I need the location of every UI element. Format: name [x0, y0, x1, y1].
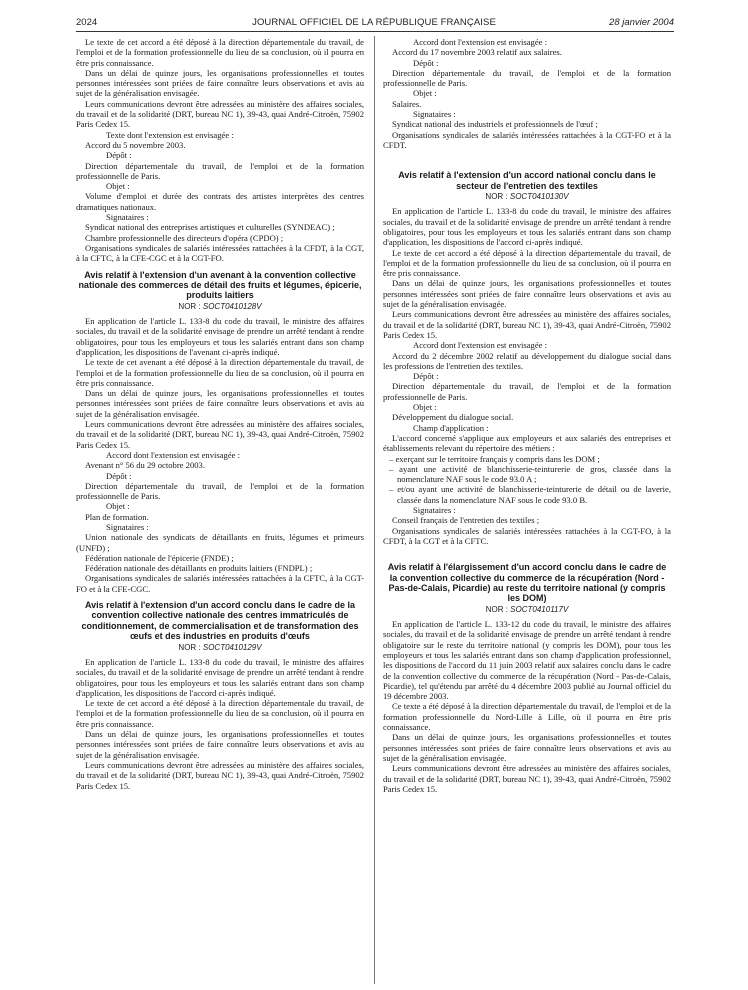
depot-label: Dépôt : — [106, 150, 132, 161]
nor-reference: NOR : SOCT0410117V — [485, 604, 569, 614]
nor-reference: NOR : SOCT0410128V — [178, 301, 262, 311]
journal-title: JOURNAL OFFICIEL DE LA RÉPUBLIQUE FRANÇAISE — [252, 17, 496, 28]
nor-code: SOCT0410117V — [510, 604, 569, 614]
depot-text: Direction départementale du travail, de l'emploi et de la formation professionnelle de Paris. — [383, 381, 671, 402]
depot-text: Direction départementale du travail, de l'emploi et de la formation professionnelle de Paris. — [76, 480, 364, 502]
paragraph: En application de l'article L. 133-8 du code du travail, le ministre des affaires sociales, du travail et de la solidarité envisage de prendre un arrêté tendant à rendre obligatoires, pour tous les employeurs et tous les salariés entrant dans son champ d'application, les dispositions de l'accord ci-après indiqué. — [76, 656, 364, 698]
page-number: 2024 — [76, 17, 98, 28]
objet-label: Objet : — [413, 88, 437, 99]
objet-label: Objet : — [106, 181, 130, 192]
section-title: Avis relatif à l'élargissement d'un accord conclu dans le cadre de la convention collective du commerce de la récupération (Nord - Pas-de-Calais, Picardie) au reste du territoire national (y compris les DOM) — [387, 562, 667, 604]
paragraph: Dans un délai de quinze jours, les organisations professionnelles et toutes personnes intéressées sont priées de faire connaître leurs observations et avis au sujet de la généralisation envisagée. — [383, 732, 671, 763]
champ-list — [383, 454, 671, 505]
paragraph: Dans un délai de quinze jours, les organisations professionnelles et toutes personnes intéressées sont priées de faire connaître leurs observations et avis au sujet de la généralisation envisagée. — [76, 729, 364, 760]
paragraph: Leurs communications devront être adressées au ministère des affaires sociales, du travail et de la solidarité (DRT, bureau NC 1), 39-43, quai André-Citroën, 75902 Paris Cedex 15. — [383, 309, 671, 340]
depot-text: Direction départementale du travail, de l'emploi et de la formation professionnelle de Paris. — [383, 67, 671, 89]
signataires-label: Signataires : — [413, 504, 456, 515]
list-item: – exerçant sur le territoire français y compris dans les DOM ; — [389, 453, 600, 464]
signataire: Organisations syndicales de salariés intéressées rattachées à la CFDT, à la CGT, à la CFTC, à la CFE-CGC et à la CGT-FO. — [76, 242, 364, 264]
signataire: Union nationale des syndicats de détaillants en fruits, légumes et primeurs (UNFD) ; — [76, 532, 364, 553]
extension-text: Accord du 5 novembre 2003. — [85, 139, 186, 150]
signataire: Conseil français de l'entretien des textiles ; — [392, 515, 540, 526]
depot-label: Dépôt : — [413, 371, 439, 382]
paragraph: Le texte de cet accord a été déposé à la direction départementale du travail, de l'emploi et de la formation professionnelle du lieu de sa conclusion, où il pourra en être pris connaissance. — [383, 247, 671, 279]
depot-text: Direction départementale du travail, de l'emploi et de la formation professionnelle de Paris. — [76, 160, 364, 181]
signataire: Organisations syndicales de salariés intéressées rattachées à la CFTC, à la CGT-FO et à la CFE-CGC. — [76, 573, 364, 594]
paragraph: En application de l'article L. 133-8 du code du travail, le ministre des affaires sociales, du travail et de la solidarité envisage de prendre un arrêté tendant à rendre obligatoires, pour tous les employeurs et tous les salariés entrant dans son champ d'application, les dispositions de l'accord ci-après indiqué. — [383, 206, 671, 248]
paragraph: Le texte de cet accord a été déposé à la direction départementale du travail, de l'emploi et de la formation professionnelle du lieu de sa conclusion, où il pourra en être pris connaissance. — [76, 698, 364, 729]
paragraph: Le texte de cet accord a été déposé à la direction départementale du travail, de l'emploi et de la formation professionnelle du lieu de sa conclusion, où il pourra en être pris connaissance. — [76, 37, 364, 68]
signataire: Chambre professionnelle des directeurs d'opéra (CPDO) ; — [85, 232, 284, 243]
depot-label: Dépôt : — [413, 57, 439, 68]
section-title: Avis relatif à l'extension d'un accord national conclu dans le secteur de l'entretien des textiles — [398, 170, 656, 191]
paragraph: En application de l'article L. 133-8 du code du travail, le ministre des affaires sociales, du travail et de la solidarité envisage de prendre un arrêté tendant à rendre obligatoires, pour tous les employeurs et tous les salariés entrant dans son champ d'application, les dispositions de l'avenant ci-après indiqué. — [76, 316, 364, 357]
header-rule — [76, 31, 674, 32]
objet-text: Plan de formation. — [85, 511, 149, 522]
depot-label: Dépôt : — [106, 470, 132, 481]
signataire: Organisations syndicales de salariés intéressées rattachées à la CGT-FO, à la CFDT, à la CGT et à la CFTC. — [383, 525, 671, 546]
paragraph: Ce texte a été déposé à la direction départementale du travail, de l'emploi et de la formation professionnelle du Nord-Lille à Lille, où il pourra en être pris connaissance. — [383, 701, 671, 733]
paragraph: Leurs communications devront être adressées au ministère des affaires sociales, du travail et de la solidarité (DRT, bureau NC 1), 39-43, quai André-Citroën, 75902 Paris Cedex 15. — [383, 763, 671, 794]
signataire: Organisations syndicales de salariés intéressées rattachées à la CGT-FO et à la CFDT. — [383, 129, 671, 150]
signataire: Syndicat national des industriels et professionnels de l'œuf ; — [392, 119, 598, 130]
champ-label: Champ d'application : — [413, 422, 489, 433]
paragraph: Dans un délai de quinze jours, les organisations professionnelles et toutes personnes intéressées sont priées de faire connaître leurs observations et avis au sujet de la généralisation envisagée. — [76, 388, 364, 419]
extension-label: Accord dont l'extension est envisagée : — [413, 37, 547, 47]
page-header — [0, 0, 748, 34]
paragraph: Leurs communications devront être adressées au ministère des affaires sociales, du travail et de la solidarité (DRT, bureau NC 1), 39-43, quai André-Citroën, 75902 Paris Cedex 15. — [76, 419, 364, 450]
nor-reference: NOR : SOCT0410130V — [485, 192, 569, 202]
signataires-label: Signataires : — [106, 521, 149, 532]
list-item: – et/ou ayant une activité de blanchisserie-teinturerie de détail ou de laverie, classée dans la nomenclature NAF sous le code 93.0 B. — [389, 484, 671, 505]
right-column — [383, 37, 671, 794]
nor-code: SOCT0410129V — [202, 642, 262, 652]
section-title: Avis relatif à l'extension d'un avenant à la convention collective nationale des commerces de détail des fruits et légumes, épicerie, produits laitiers — [78, 269, 362, 301]
champ-text: L'accord concerné s'applique aux employeurs et aux salariés des entreprises et établissements relevant du répertoire des métiers : — [383, 432, 671, 454]
signataire: Fédération nationale de l'épicerie (FNDE) ; — [85, 552, 234, 563]
section-title: Avis relatif à l'extension d'un accord conclu dans le cadre de la convention collective nationale des centres immatriculés de conditionnement, de commercialisation et de transformation des œufs et des industries en produits d'œufs — [81, 600, 359, 642]
paragraph: Leurs communications devront être adressées au ministère des affaires sociales, du travail et de la solidarité (DRT, bureau NC 1), 39-43, quai André-Citroën, 75902 Paris Cedex 15. — [76, 98, 364, 130]
objet-text: Salaires. — [392, 98, 422, 109]
paragraph: Dans un délai de quinze jours, les organisations professionnelles et toutes personnes intéressées sont priées de faire connaître leurs observations et avis au sujet de la généralisation envisagée. — [76, 67, 364, 99]
extension-label: Texte dont l'extension est envisagée : — [106, 129, 234, 140]
signataire: Fédération nationale des détaillants en produits laitiers (FNDPL) ; — [85, 563, 313, 574]
paragraph: Leurs communications devront être adressées au ministère des affaires sociales, du travail et de la solidarité (DRT, bureau NC 1), 39-43, quai André-Citroën, 75902 Paris Cedex 15. — [76, 759, 364, 791]
objet-text: Développement du dialogue social. — [392, 412, 514, 423]
left-column — [76, 37, 364, 791]
extension-text: Accord du 2 décembre 2002 relatif au développement du dialogue social dans les professions de l'entretien des textiles. — [383, 350, 671, 371]
signataires-label: Signataires : — [413, 109, 456, 120]
objet-text: Volume d'emploi et durée des contrats des artistes interprètes des centres dramatiques nationaux. — [76, 191, 364, 212]
signataires-label: Signataires : — [106, 212, 149, 223]
paragraph: En application de l'article L. 133-12 du code du travail, le ministre des affaires sociales, du travail et de la solidarité envisage de prendre un arrêté tendant à rendre obligatoire sur le reste du territoire national (y compris les DOM), pour tous les employeurs et tous les salariés entrant dans son champ d'application professionnel, les dispositions de l'accord du 11 juin 2003 relatif aux salaires conclu dans le cadre de la convention collective du commerce de la récupération (Nord - Pas-de-Calais, Picardie), tel qu'étendu par arrêté du 4 décembre 2003 publié au Journal officiel du 19 décembre 2003. — [383, 619, 671, 702]
issue-date: 28 janvier 2004 — [609, 17, 674, 28]
nor-code: SOCT0410128V — [202, 301, 262, 311]
signataire: Syndicat national des entreprises artistiques et culturelles (SYNDEAC) ; — [85, 222, 335, 233]
extension-text: Avenant n° 56 du 29 octobre 2003. — [85, 460, 205, 471]
list-item: – ayant une activité de blanchisserie-teinturerie de gros, classée dans la nomenclature NAF sous le code 93.0 A ; — [389, 463, 671, 485]
nor-code: SOCT0410130V — [509, 192, 569, 202]
column-divider — [374, 36, 375, 984]
extension-text: Accord du 17 novembre 2003 relatif aux salaires. — [392, 47, 562, 58]
objet-label: Objet : — [106, 501, 130, 512]
extension-label: Accord dont l'extension est envisagée : — [106, 449, 240, 460]
extension-label: Accord dont l'extension est envisagée : — [413, 340, 547, 351]
paragraph: Le texte de cet avenant a été déposé à la direction départementale du travail, de l'emploi et de la formation professionnelle du lieu de sa conclusion, où il pourra en être pris connaissance. — [76, 357, 364, 388]
objet-label: Objet : — [413, 402, 437, 413]
nor-reference: NOR : SOCT0410129V — [178, 642, 262, 652]
paragraph: Dans un délai de quinze jours, les organisations professionnelles et toutes personnes intéressées sont priées de faire connaître leurs observations et avis au sujet de la généralisation envisagée. — [383, 278, 671, 310]
